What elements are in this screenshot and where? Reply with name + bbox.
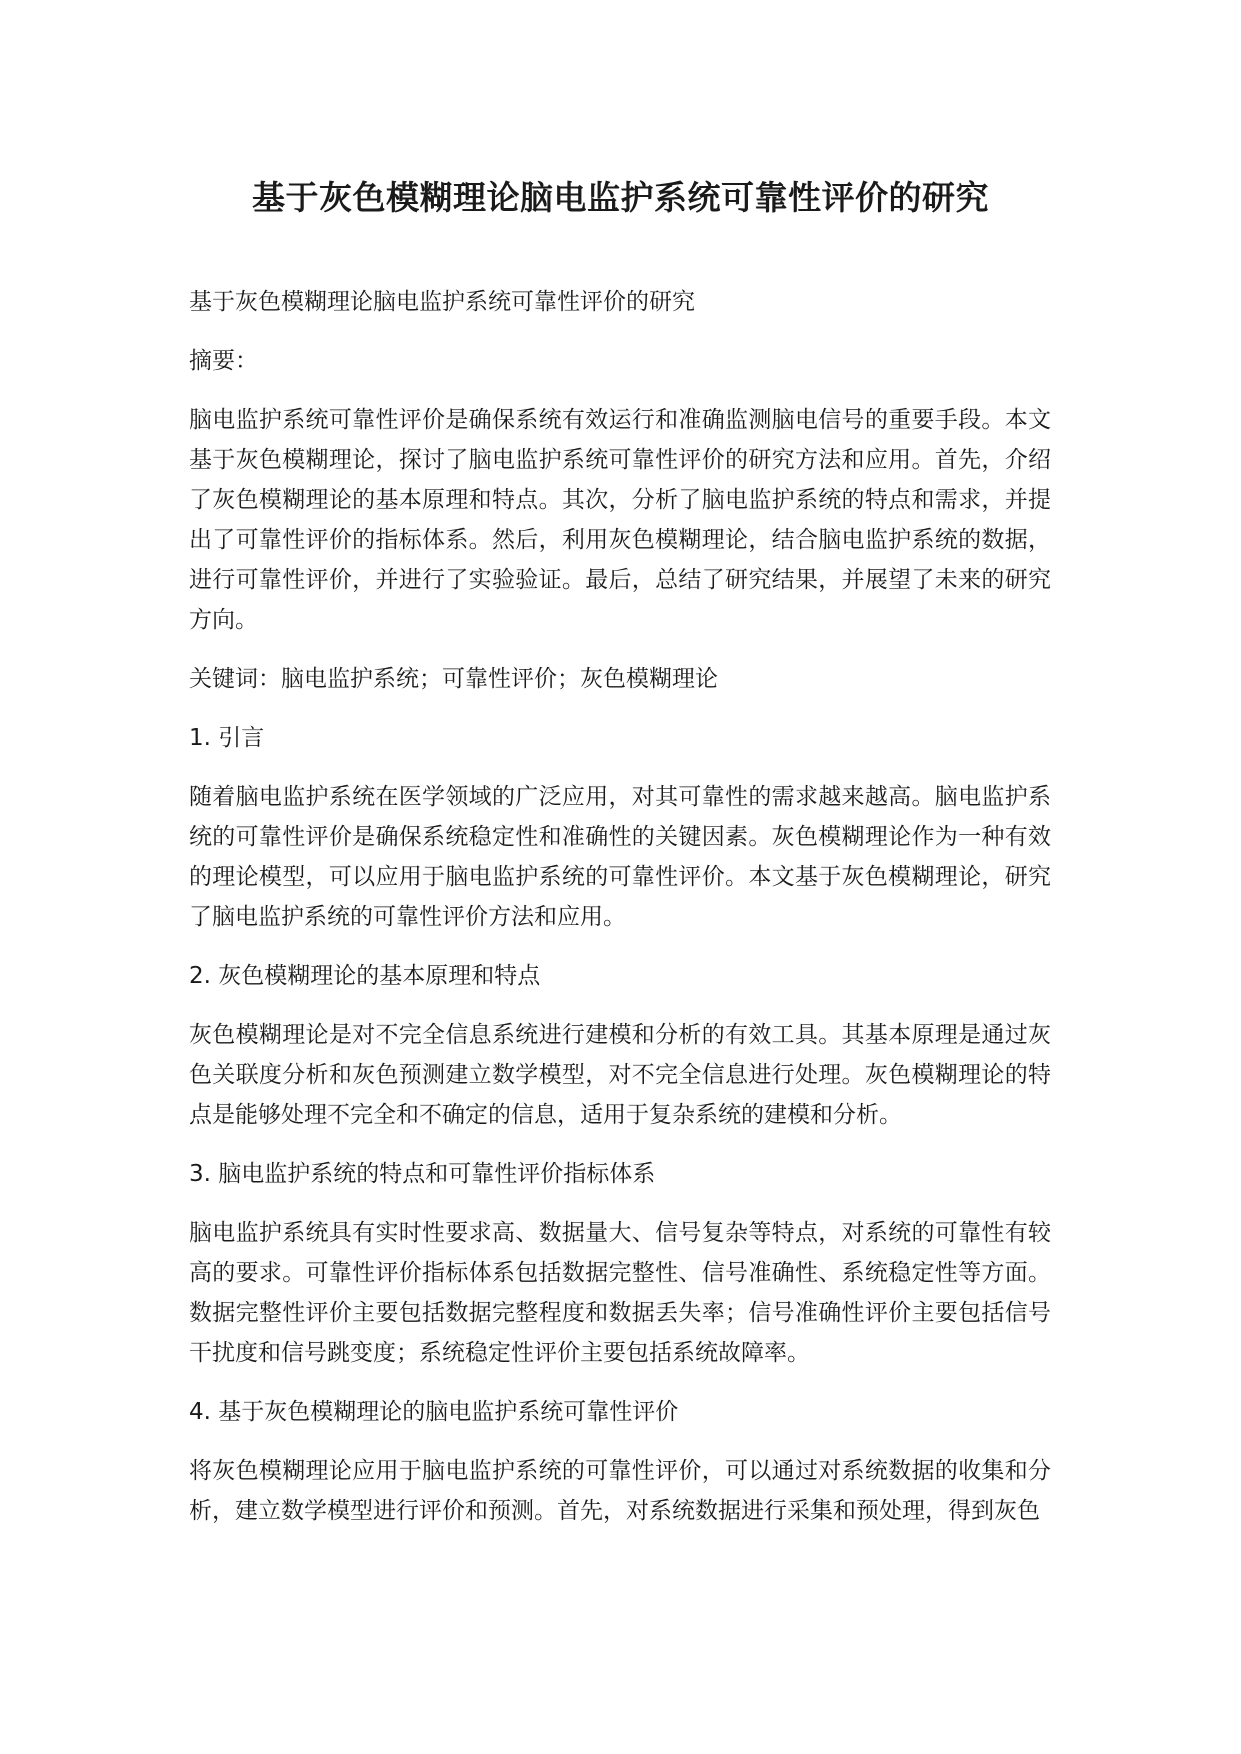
- section-body: 脑电监护系统具有实时性要求高、数据量大、信号复杂等特点，对系统的可靠性有较高的要求。可靠性评价指标体系包括数据完整性、信号准确性、系统稳定性等方面。数据完整性评价主要包括数据完整程度和数据丢失率；信号准确性评价主要包括信号干扰度和信号跳变度；系统稳定性评价主要包括系统故障率。: [189, 1220, 1051, 1366]
- section-heading: 4. 基于灰色模糊理论的脑电监护系统可靠性评价: [189, 1399, 679, 1425]
- section-body: 随着脑电监护系统在医学领域的广泛应用，对其可靠性的需求越来越高。脑电监护系统的可靠性评价是确保系统稳定性和准确性的关键因素。灰色模糊理论作为一种有效的理论模型，可以应用于脑电监护系统的可靠性评价。本文基于灰色模糊理论，研究了脑电监护系统的可靠性评价方法和应用。: [189, 784, 1051, 930]
- section-heading: 1. 引言: [189, 725, 265, 751]
- document-subtitle: 基于灰色模糊理论脑电监护系统可靠性评价的研究: [189, 289, 695, 315]
- abstract-text: 脑电监护系统可靠性评价是确保系统有效运行和准确监测脑电信号的重要手段。本文基于灰色模糊理论，探讨了脑电监护系统可靠性评价的研究方法和应用。首先，介绍了灰色模糊理论的基本原理和特点。其次，分析了脑电监护系统的特点和需求，并提出了可靠性评价的指标体系。然后，利用灰色模糊理论，结合脑电监护系统的数据，进行可靠性评价，并进行了实验验证。最后，总结了研究结果，并展望了未来的研究方向。: [189, 407, 1051, 633]
- keywords: 关键词：脑电监护系统；可靠性评价；灰色模糊理论: [189, 666, 718, 692]
- abstract-label: 摘要：: [189, 348, 258, 374]
- section-body: 将灰色模糊理论应用于脑电监护系统的可靠性评价，可以通过对系统数据的收集和分析，建立数学模型进行评价和预测。首先，对系统数据进行采集和预处理，得到灰色: [189, 1458, 1051, 1524]
- section-heading: 2. 灰色模糊理论的基本原理和特点: [189, 963, 541, 989]
- section-heading: 3. 脑电监护系统的特点和可靠性评价指标体系: [189, 1161, 656, 1187]
- document-body: [189, 282, 1051, 1531]
- document-title: 基于灰色模糊理论脑电监护系统可靠性评价的研究: [252, 178, 989, 217]
- section-body: 灰色模糊理论是对不完全信息系统进行建模和分析的有效工具。其基本原理是通过灰色关联度分析和灰色预测建立数学模型，对不完全信息进行处理。灰色模糊理论的特点是能够处理不完全和不确定的信息，适用于复杂系统的建模和分析。: [189, 1022, 1051, 1128]
